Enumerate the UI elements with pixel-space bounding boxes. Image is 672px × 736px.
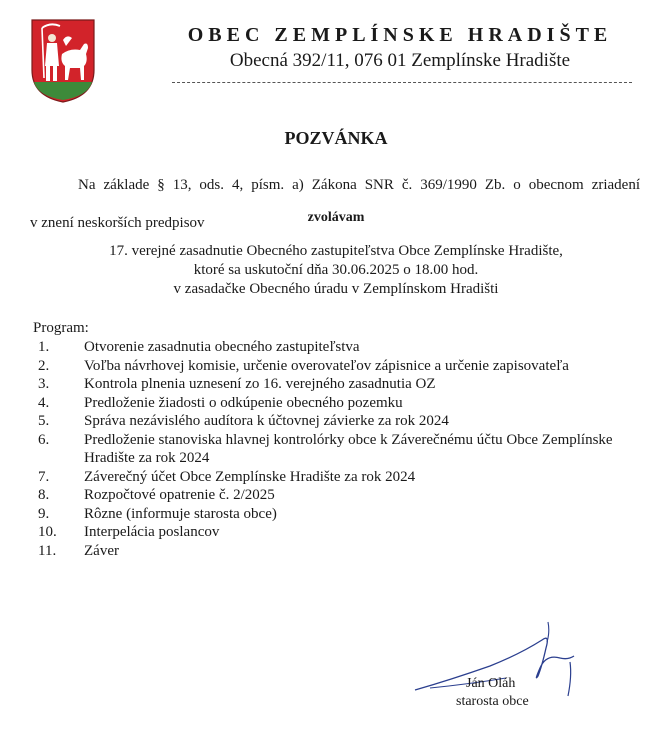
municipality-name: OBEC ZEMPLÍNSKE HRADIŠTE [187,24,613,46]
program-item [33,542,653,561]
program-item-text: Kontrola plnenia uznesení zo 16. verejného zasadnutia OZ [84,376,436,392]
meeting-line-2: ktoré sa uskutoční dňa 30.06.2025 o 18.00 hod. [193,262,479,278]
program-item-text: Interpelácia poslancov [84,524,220,540]
program-item-number: 3. [38,376,50,392]
program-item-number: 11. [38,542,57,559]
municipality-address: Obecná 392/11, 076 01 Zemplínske Hradište [229,50,571,71]
program-item-text: Rôzne (informuje starosta obce) [84,505,277,522]
program-item [33,468,653,487]
program-item [33,375,653,394]
program-item-number: 9. [38,505,50,522]
municipal-coat-of-arms [30,18,96,104]
program-item-text: Predloženie žiadosti o odkúpenie obecného pozemku [84,394,403,411]
program-item-number: 8. [38,487,50,503]
convene-word: zvolávam [307,210,365,225]
program-item [33,431,653,468]
program-item [33,357,653,376]
program-item-text: Predloženie stanoviska hlavnej kontrolórky obce k Záverečnému účtu Obce Zemplínske Hradište za rok 2024 [84,431,613,466]
program-item [33,523,653,542]
program-item [33,505,653,524]
program-item [33,486,653,505]
meeting-line-3: v zasadačke Obecného úradu v Zemplínskom Hradišti [173,281,499,297]
program-item-text: Správa nezávislého audítora k účtovnej závierke za rok 2024 [84,413,449,429]
program-item-number: 2. [38,357,50,374]
signer-role: starosta obce [456,694,529,709]
intro-line-1: Na základe § 13, ods. 4, písm. a) Zákona SNR č. 369/1990 Zb. o obecnom zriadení [78,177,640,193]
program-item [33,412,653,431]
program-item-text: Voľba návrhovej komisie, určenie overovateľov zápisnice a určenie zapisovateľa [84,357,569,374]
header-divider [172,82,632,83]
program-item-number: 4. [38,394,50,411]
program-item [33,394,653,413]
program-item-number: 10. [38,524,57,540]
signer-name: Ján Oláh [466,676,516,691]
document-title: POZVÁNKA [284,128,388,148]
program-item-number: 5. [38,413,50,429]
meeting-line-1: 17. verejné zasadnutie Obecného zastupiteľstva Obce Zemplínske Hradište, [109,243,563,259]
program-list [33,338,653,560]
program-item-text: Záverečný účet Obce Zemplínske Hradište za rok 2024 [84,468,416,485]
program-item-text: Záver [84,542,119,559]
program-label: Program: [33,320,89,336]
program-item-text: Otvorenie zasadnutia obecného zastupiteľstva [84,339,360,355]
program-item-text: Rozpočtové opatrenie č. 2/2025 [84,487,275,503]
program-item [33,338,653,357]
program-item-number: 7. [38,468,50,485]
meeting-details [0,242,672,299]
program-item-number: 6. [38,431,50,448]
program-item-number: 1. [38,339,50,355]
intro-line-2: v znení neskorších predpisov [30,215,205,231]
